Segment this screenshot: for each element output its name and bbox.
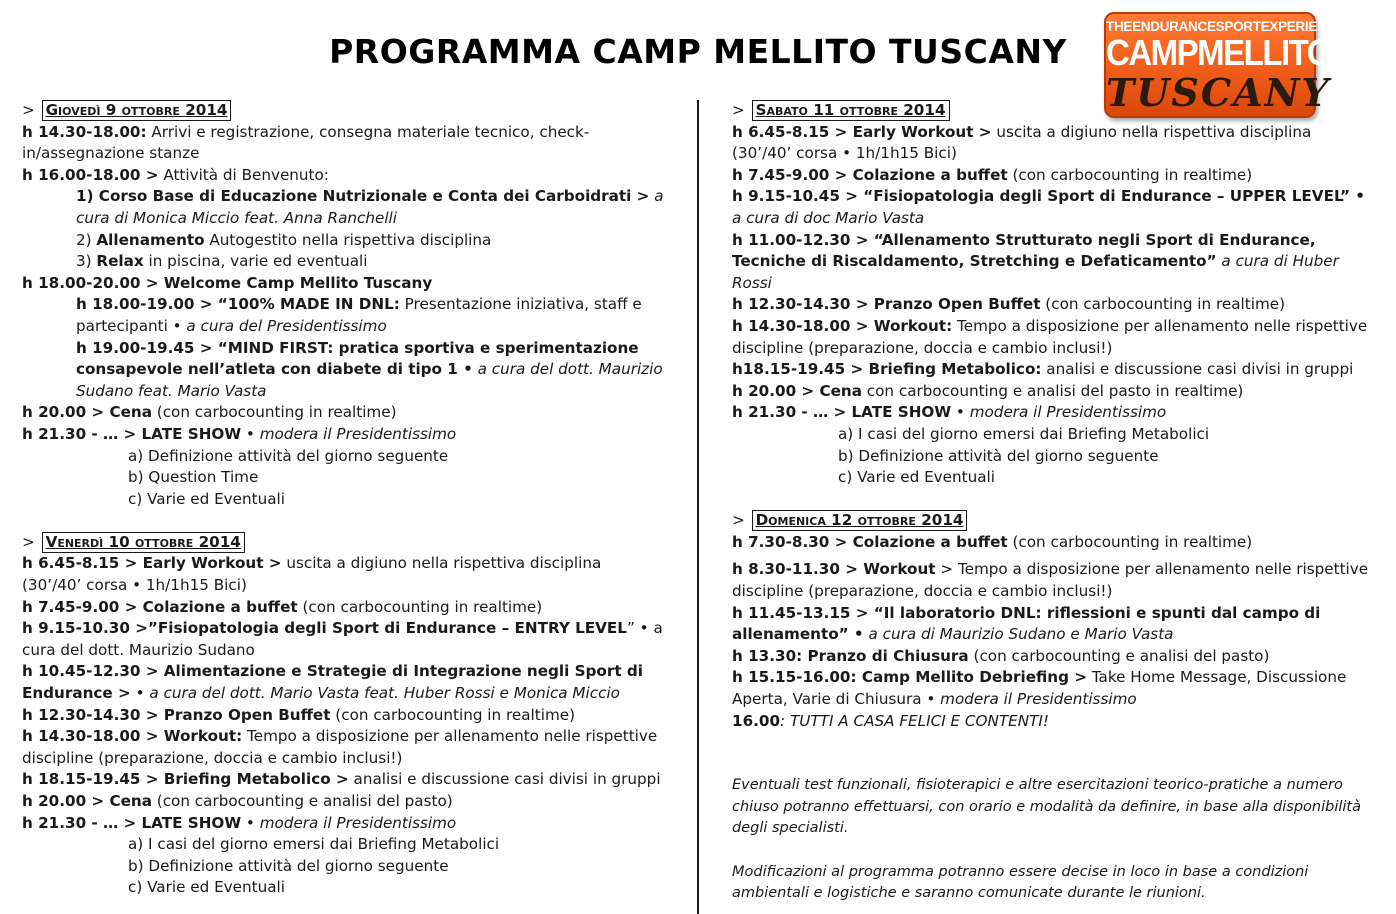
sub-item: 2) Allenamento Autogestito nella rispettiva disciplina	[76, 230, 492, 249]
column-divider	[697, 100, 699, 914]
schedule-row: h 7.45-9.00 > Colazione a buffet (con carbocounting in realtime)	[22, 597, 543, 616]
schedule-row: h 9.15-10.30 >”Fisiopatologia degli Sport di Endurance – ENTRY LEVEL” • a cura del dott. Maurizio Sudano	[22, 619, 663, 659]
schedule-row: h 14.30-18.00: Arrivi e registrazione, consegna materiale tecnico, check-in/assegnazione stanze	[22, 122, 590, 163]
logo-tagline: THEENDURANCESPORTEXPERIENCE	[1106, 19, 1345, 34]
schedule-row: h18.15-19.45 > Briefing Metabolico: analisi e discussione casi divisi in gruppi	[732, 360, 1354, 379]
sub-item: 3) Relax in piscina, varie ed eventuali	[76, 252, 368, 271]
list-item: b) Question Time	[128, 468, 259, 487]
list-item: c) Varie ed Eventuali	[128, 489, 285, 508]
logo-location: TUSCANY	[1106, 70, 1331, 115]
schedule-row: h 21.30 - … > LATE SHOW • modera il Presidentissimo	[22, 424, 457, 443]
sub-item: 1) Corso Base di Educazione Nutrizionale e Conta dei Carboidrati > a cura di Monica Miccio feat. Anna Ranchelli	[76, 187, 664, 227]
schedule-row: h 8.30-11.30 > Workout > Tempo a disposizione per allenamento nelle rispettive discipline (preparazione, doccia e cambio inclusi!)	[732, 560, 1369, 601]
schedule-row: h 12.30-14.30 > Pranzo Open Buffet (con carbocounting in realtime)	[22, 705, 576, 724]
schedule-row: 16.00: TUTTI A CASA FELICI E CONTENTI!	[732, 711, 1049, 730]
schedule-row: h 7.30-8.30 > Colazione a buffet (con carbocounting in realtime)	[732, 532, 1253, 551]
list-item: c) Varie ed Eventuali	[128, 878, 285, 897]
right-column	[732, 100, 1376, 905]
schedule-row: h 7.45-9.00 > Colazione a buffet (con carbocounting in realtime)	[732, 165, 1253, 184]
schedule-row: h 14.30-18.00 > Workout: Tempo a disposizione per allenamento nelle rispettive discipline (preparazione, doccia e cambio inclusi!)	[732, 316, 1368, 357]
list-item: a) I casi del giorno emersi dai Briefing Metabolici	[838, 424, 1210, 443]
sub-item: h 19.00-19.45 > “MIND FIRST: pratica sportiva e sperimentazione consapevole nell’atleta con diabete di tipo 1 • a cura del dott. Maurizio Sudano feat. Mario Vasta	[76, 338, 663, 400]
schedule-row: h 21.30 - … > LATE SHOW • modera il Presidentissimo	[732, 403, 1167, 422]
left-column	[22, 100, 682, 899]
day-heading-thursday: > Giovedì 9 ottobre 2014	[22, 100, 682, 122]
list-item: a) Definizione attività del giorno seguente	[128, 446, 449, 465]
schedule-row: (30’/40’ corsa • 1h/1h15 Bici)	[22, 576, 247, 595]
logo-name: CAMPMELLITO3.0	[1106, 32, 1373, 73]
schedule-row: h 11.45-13.15 > “Il laboratorio DNL: riflessioni e spunti dal campo di allenamento” • a cura di Maurizio Sudano e Mario Vasta	[732, 603, 1321, 644]
schedule-row: h 15.15-16.00: Camp Mellito Debriefing > Take Home Message, Discussione Aperta, Varie di Chiusura • modera il Presidentissimo	[732, 668, 1347, 709]
schedule-row: h 6.45-8.15 > Early Workout > uscita a digiuno nella rispettiva disciplina	[732, 122, 1312, 141]
schedule-row: h 16.00-18.00 > Attività di Benvenuto:	[22, 165, 329, 184]
schedule-row: h 10.45-12.30 > Alimentazione e Strategie di Integrazione negli Sport di Endurance > • a cura del dott. Mario Vasta feat. Huber Rossi e Monica Miccio	[22, 662, 643, 703]
schedule-row: (30’/40’ corsa • 1h/1h15 Bici)	[732, 144, 957, 163]
list-item: b) Definizione attività del giorno seguente	[838, 446, 1159, 465]
list-item: b) Definizione attività del giorno seguente	[128, 856, 449, 875]
day-heading-sunday: > Domenica 12 ottobre 2014	[732, 510, 1376, 532]
schedule-row: h 21.30 - … > LATE SHOW • modera il Presidentissimo	[22, 813, 457, 832]
schedule-row: h 14.30-18.00 > Workout: Tempo a disposizione per allenamento nelle rispettive discipline (preparazione, doccia e cambio inclusi!)	[22, 727, 658, 767]
list-item: a) I casi del giorno emersi dai Briefing Metabolici	[128, 835, 500, 854]
schedule-row: h 18.15-19.45 > Briefing Metabolico > analisi e discussione casi divisi in gruppi	[22, 770, 661, 789]
schedule-row: h 20.00 > Cena (con carbocounting in realtime)	[22, 403, 397, 422]
day-heading-friday: > Venerdì 10 ottobre 2014	[22, 532, 682, 554]
schedule-row: h 12.30-14.30 > Pranzo Open Buffet (con carbocounting in realtime)	[732, 295, 1286, 314]
sub-item: h 18.00-19.00 > “100% MADE IN DNL: Presentazione iniziativa, staff e partecipanti • a cura del Presidentissimo	[76, 295, 642, 335]
schedule-row: h 9.15-10.45 > “Fisiopatologia degli Sport di Endurance – UPPER LEVEL” • a cura di doc Mario Vasta	[732, 187, 1365, 227]
schedule-row: h 18.00-20.00 > Welcome Camp Mellito Tuscany	[22, 273, 433, 292]
schedule-row: h 20.00 > Cena con carbocounting e analisi del pasto in realtime)	[732, 381, 1244, 400]
schedule-row: h 20.00 > Cena (con carbocounting e analisi del pasto)	[22, 792, 453, 810]
list-item: c) Varie ed Eventuali	[838, 468, 995, 487]
note-tests: Eventuali test funzionali, fisioterapici e altre esercitazioni teorico-pratiche a numero chiuso potranno effettuarsi, con orario e modalità da definire, in base alla disponibilità degli specialisti.	[732, 777, 1361, 837]
page-title: PROGRAMMA CAMP MELLITO TUSCANY	[329, 32, 1067, 71]
schedule-row: h 13.30: Pranzo di Chiusura (con carbocounting e analisi del pasto)	[732, 646, 1270, 665]
note-modifications: Modificazioni al programma potranno essere decise in loco in base a condizioni ambientali e logistiche e saranno comunicate durante le riunioni.	[732, 863, 1309, 902]
schedule-row: h 6.45-8.15 > Early Workout > uscita a digiuno nella rispettiva disciplina	[22, 554, 602, 573]
day-heading-saturday: > Sabato 11 ottobre 2014	[732, 100, 1376, 122]
schedule-row: h 11.00-12.30 > “Allenamento Strutturato negli Sport di Endurance, Tecniche di Riscaldamento, Stretching e Defaticamento” a cura di Huber Rossi	[732, 230, 1339, 292]
